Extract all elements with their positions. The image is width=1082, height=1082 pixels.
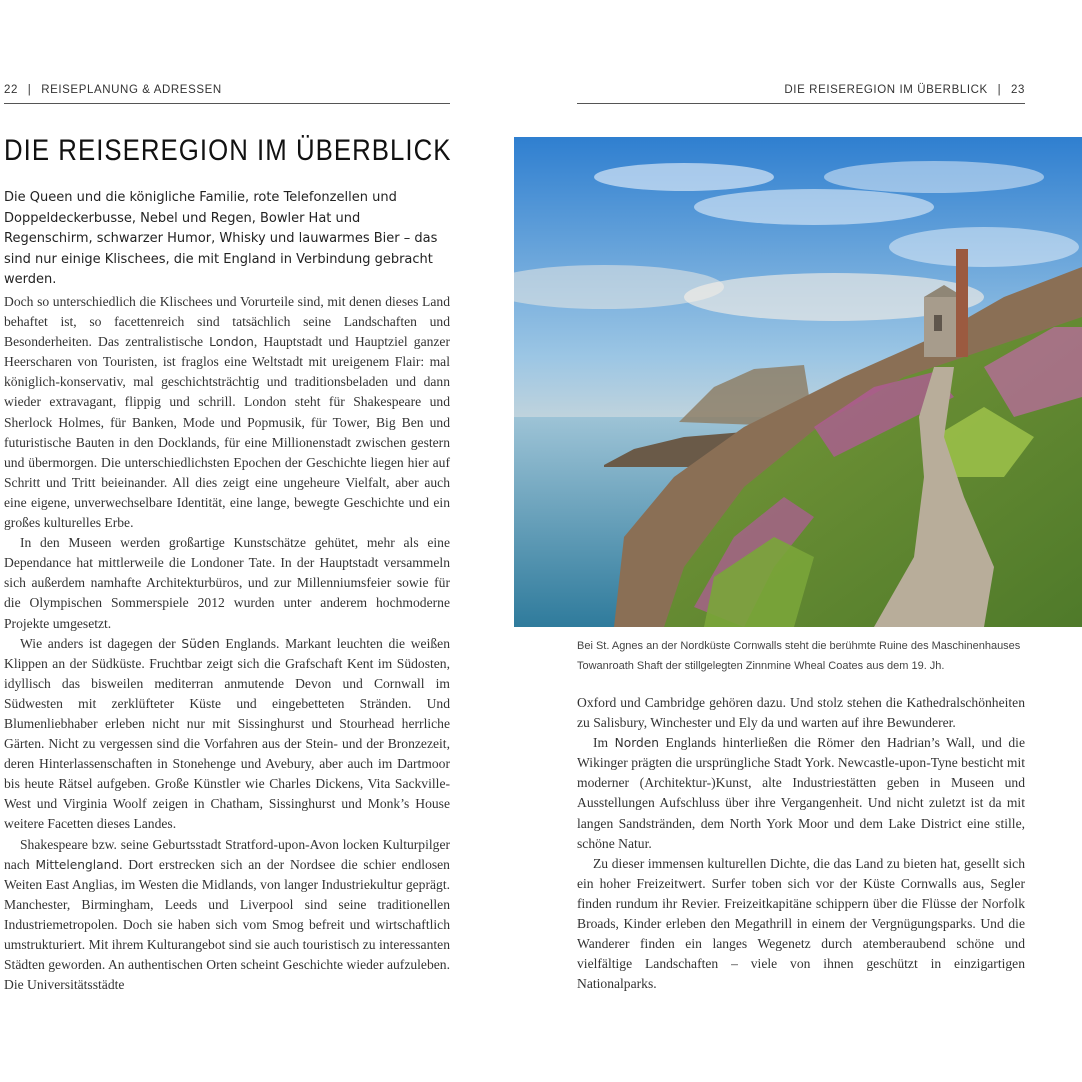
body-paragraph: Oxford und Cambridge gehören dazu. Und stolz stehen die Kathedralschönheiten zu Salisbury, Winchester und Ely da und warten auf ihre Bewunderer. xyxy=(577,695,1025,731)
body-paragraph: In den Museen werden großartige Kunstschätze gehütet, mehr als eine Dependance hat mittlerweile die Londoner Tate. In der Hauptstadt versammeln sich außerdem namhafte Architekturbüros, und zur Millenniumsfeier sowie für die Olympischen Sommerspiele 2012 wurden unter anderem hochmoderne Projekte umgesetzt. xyxy=(4,535,450,631)
page-title: DIE REISEREGION IM ÜBERBLICK xyxy=(4,134,452,167)
text-run: Im xyxy=(593,735,615,751)
left-page-number: 22 xyxy=(4,84,18,96)
left-section-title: REISEPLANUNG & ADRESSEN xyxy=(41,84,222,96)
text-run: Shakespeare bzw. seine Geburtsstadt Stratford-upon-Avon locken Kulturpilger nach xyxy=(4,836,450,872)
text-run: Englands. Markant leuchten die weißen Klippen an der Südküste. Fruchtbar zeigt sich die Grafschaft Kent im Südosten, idyllisch das bisweilen mediterran anmutende Devon und Cornwall im Südwesten mit zerklüfteter Küste und eingebetteten Stränden. Und Blumenliebhaber erleben nicht nur mit Sissinghurst und Stourhead herrliche Gärten. Nicht zu vergessen sind die Vorfahren aus der Stein- und der Bronzezeit, deren Hinterlassenschaften in Stonehenge und Avebury, aber auch im Dartmoor bis heute Rätsel aufgeben. Große Künstler wie Charles Dickens, Vita Sackville-West und Virginia Woolf zeigen in Chatham, Sissinghurst und Monk’s House weitere Facetten dieses Landes. xyxy=(4,635,450,832)
left-body-column xyxy=(4,292,450,995)
body-paragraph xyxy=(4,835,450,996)
photo-caption: Bei St. Agnes an der Nordküste Cornwalls steht die berühmte Ruine des Maschinenhauses Towanroath Shaft der stillgelegten Zinnmine Wheal Coates aus dem 19. Jh. xyxy=(577,640,1021,672)
right-section-title: DIE REISEREGION IM ÜBERBLICK xyxy=(784,84,988,96)
left-running-header xyxy=(4,84,450,96)
header-separator: | xyxy=(997,84,1002,96)
highlight-london: London xyxy=(209,335,254,350)
text-run: , Hauptstadt und Hauptziel ganzer Heerscharen von Touristen, ist fraglos eine Weltstadt mit ureigenem Flair: mal königlich-konservativ, mal geschichtsträchtig und traditionsbeladen und dann wieder extravagant, flippig und schrill. London steht für Shakespeare und Sherlock Holmes, für Banken, Mode und Popmusik, für Tower, Big Ben und futuristische Bauten in den Docklands, für eine Millionenstadt zwischen gestern und übermorgen. Die unterschiedlichsten Epochen der Geschichte liegen hier auf Schritt und Tritt beieinander. All dies zeigt eine ungeheure Vielfalt, aber auch eine eigene, unverwechselbare Identität, eine lange, bewegte Geschichte und ein großes kulturelles Erbe. xyxy=(4,334,450,531)
right-page-number: 23 xyxy=(1011,84,1025,96)
text-run: Doch so unterschiedlich die Klischees und Vorurteile sind, mit denen dieses Land behaftet ist, so facettenreich sind tatsächlich seine Landschaften und Besonderheiten. Das zentralistische xyxy=(4,294,450,350)
body-paragraph xyxy=(577,733,1025,854)
text-run: . Dort erstrecken sich an der Nordsee die schier endlosen Weiten East Anglias, im Westen die Midlands, von langer Industriekultur geprägt. Manchester, Birmingham, Leeds und Liverpool sind seine traditionellen Industriemetropolen. Doch sie haben sich vom Smog befreit und wirtschaftlich umstrukturiert. Mit ihrem Kulturangebot sind sie auch touristisch zu interessanten Städten geworden. An authentischen Orten scheint Geschichte wieder aufzuleben. Die Universitätsstädte xyxy=(4,856,450,993)
highlight-mittelengland: Mittelengland xyxy=(35,857,120,872)
header-separator: | xyxy=(27,84,32,96)
cornwall-coast-photo xyxy=(514,137,1082,627)
right-running-header xyxy=(577,84,1025,96)
text-run: Englands hinterließen die Römer den Hadrian’s Wall, und die Wikinger prägten die ursprüngliche Stadt York. Newcastle-upon-Tyne besticht mit moderner (Architektur-)Kunst, alte Industriestätten geben in Museen und Ausstellungen Aufschluss über ihre Vergangenheit. Und nicht zuletzt ist da mit langen Sandstränden, dem North York Moor und dem Lake District eine stille, schöne Natur. xyxy=(577,735,1025,851)
text-run: Wie anders ist dagegen der xyxy=(20,635,182,651)
highlight-sueden: Süden xyxy=(181,636,220,651)
body-paragraph xyxy=(4,634,450,835)
right-header-rule xyxy=(577,103,1025,104)
highlight-norden: Norden xyxy=(614,736,659,751)
lead-paragraph: Die Queen und die königliche Familie, rote Telefonzellen und Doppeldeckerbusse, Nebel und Regen, Bowler Hat und Regenschirm, schwarzer Humor, Whisky und lauwarmes Bier – das sind nur einige Klischees, die mit England in Verbindung gebracht werden. xyxy=(4,190,438,288)
landscape-illustration xyxy=(514,137,1082,627)
left-header-rule xyxy=(4,103,450,104)
right-body-column xyxy=(577,693,1025,994)
body-paragraph: Zu dieser immensen kulturellen Dichte, die das Land zu bieten hat, gesellt sich ein hoher Freizeitwert. Surfer toben sich vor der Küste Cornwalls aus, Segler finden rundum ihr Revier. Freizeitkapitäne schippern über die Flüsse der Norfolk Broads, Kinder erleben den Megathrill in einem der Vergnügungsparks. Und die Wanderer finden ein langes Wegenetz durch atemberaubend schöne und vielfältige Landschaften – viele von ihnen geschützt in einzigartigen Nationalparks. xyxy=(577,855,1025,992)
body-paragraph xyxy=(4,292,450,533)
